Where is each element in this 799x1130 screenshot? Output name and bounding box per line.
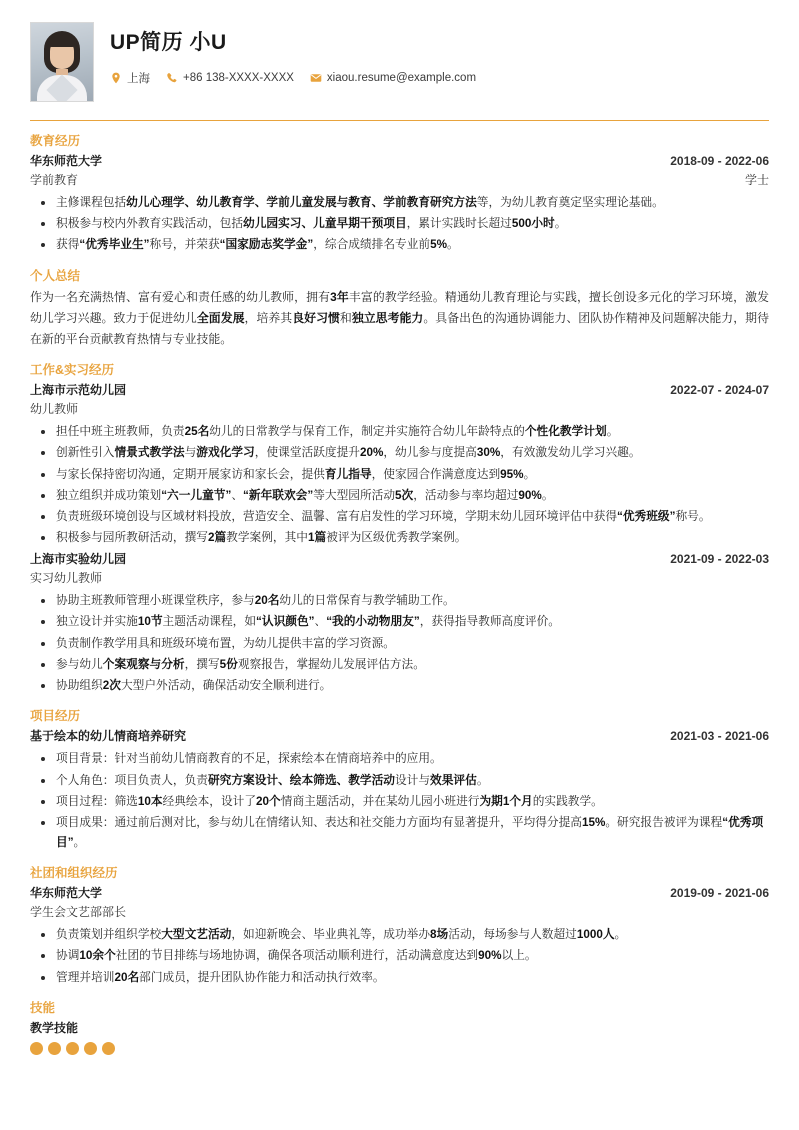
skill-dot [102,1042,115,1055]
project-date: 2021-03 - 2021-06 [670,728,769,743]
list-item: 管理并培训20名部门成员，提升团队协作能力和活动执行效率。 [30,968,769,988]
contact-location [110,70,150,86]
list-item: 担任中班主班教师，负责25名幼儿的日常教学与保育工作，制定并实施符合幼儿年龄特点的个性化教学计划。 [30,422,769,442]
section-education [30,131,769,256]
work-org: 上海市实验幼儿园 [30,552,127,567]
education-degree: 学士 [744,172,769,187]
club-date: 2019-09 - 2021-06 [670,886,769,901]
list-item: 协助主班教师管理小班课堂秩序，参与20名幼儿的日常保育与教学辅助工作。 [30,591,769,611]
section-work [30,360,769,696]
list-item: 主修课程包括幼儿心理学、幼儿教育学、学前儿童发展与教育、学前教育研究方法等，为幼儿教育奠定坚实理论基础。 [30,193,769,213]
list-item: 协调10余个社团的节目排练与场地协调，确保各项活动顺利进行，活动满意度达到90%以上。 [30,946,769,966]
project-bullets [30,749,769,853]
section-title-work: 工作&实习经历 [30,363,115,378]
work-role: 实习幼儿教师 [30,570,103,585]
work-date: 2021-09 - 2022-03 [670,552,769,567]
list-item: 独立组织并成功策划“六一儿童节”、“新年联欢会”等大型园所活动5次，活动参与率均超过90%。 [30,486,769,506]
list-item: 负责策划并组织学校大型文艺活动，如迎新晚会、毕业典礼等，成功举办8场活动，每场参与人数超过1000人。 [30,925,769,945]
skill-dot [66,1042,79,1055]
list-item: 负责班级环境创设与区域材料投放，营造安全、温馨、富有启发性的学习环境，学期末幼儿园环境评估中获得“优秀班级”称号。 [30,507,769,527]
email-icon [310,72,322,84]
education-entry [30,152,769,256]
education-date: 2018-09 - 2022-06 [670,154,769,168]
work-entry-2 [30,550,769,696]
list-item: 参与幼儿个案观察与分析，撰写5份观察报告，掌握幼儿发展评估方法。 [30,655,769,675]
club-org: 华东师范大学 [30,886,103,901]
project-name: 基于绘本的幼儿情商培养研究 [30,728,187,743]
page-title: UP简历 小U [110,31,227,54]
skill-dot [30,1042,43,1055]
list-item: 获得“优秀毕业生”称号，并荣获“国家励志奖学金”，综合成绩排名专业前5%。 [30,235,769,255]
list-item: 独立设计并实施10节主题活动课程，如“认识颜色”、“我的小动物朋友”，获得指导教师高度评价。 [30,612,769,632]
list-item: 个人角色：项目负责人，负责研究方案设计、绘本筛选、教学活动设计与效果评估。 [30,771,769,791]
section-title-summary: 个人总结 [30,268,81,283]
work-role: 幼儿教师 [30,401,79,416]
skill-rating [30,1042,769,1055]
contact-list [110,70,769,86]
contact-email [310,72,476,84]
section-title-club: 社团和组织经历 [30,866,118,881]
resume-header [30,22,769,120]
section-title-project: 项目经历 [30,708,81,723]
club-bullets [30,925,769,987]
list-item: 负责制作教学用具和班级环境布置，为幼儿提供丰富的学习资源。 [30,634,769,654]
section-title-education: 教育经历 [30,134,81,148]
avatar [30,22,94,102]
skill-dot [84,1042,97,1055]
club-role: 学生会文艺部部长 [30,904,127,919]
education-bullets [30,193,769,255]
section-club [30,863,769,988]
summary-text: 作为一名充满热情、富有爱心和责任感的幼儿教师，拥有3年丰富的教学经验。精通幼儿教育理论与实践，擅长创设多元化的学习环境，激发幼儿学习兴趣。致力于促进幼儿全面发展，培养其良好习惯和独立思考能力。具备出色的沟通协调能力、团队协作精神及问题解决能力，期待在新的平台贡献教育热情与专业技能。 [30,289,769,346]
section-project [30,706,769,853]
list-item: 创新性引入情景式教学法与游戏化学习，使课堂活跃度提升20%，幼儿参与度提高30%，有效激发幼儿学习兴趣。 [30,443,769,463]
work-bullets-2 [30,591,769,696]
section-skills [30,998,769,1055]
education-major: 学前教育 [30,172,79,187]
list-item: 项目成果：通过前后测对比，参与幼儿在情绪认知、表达和社交能力方面均有显著提升，平均得分提高15%。研究报告被评为课程“优秀项目”。 [30,813,769,853]
contact-email-text: xiaou.resume@example.com [326,72,477,84]
work-date: 2022-07 - 2024-07 [670,383,769,398]
header-divider [30,120,769,121]
skill-dot [48,1042,61,1055]
list-item: 协助组织2次大型户外活动，确保活动安全顺利进行。 [30,676,769,696]
contact-phone-text: +86 138-XXXX-XXXX [183,72,294,84]
section-summary [30,266,769,351]
list-item: 项目过程：筛选10本经典绘本，设计了20个情商主题活动，并在某幼儿园小班进行为期1个月的实践教学。 [30,792,769,812]
work-bullets-1 [30,422,769,548]
list-item: 项目背景：针对当前幼儿情商教育的不足，探索绘本在情商培养中的应用。 [30,749,769,769]
contact-location-text: 上海 [127,73,150,85]
list-item: 与家长保持密切沟通，定期开展家访和家长会，提供育儿指导，使家园合作满意度达到95%。 [30,465,769,485]
work-entry-1 [30,381,769,548]
education-school: 华东师范大学 [30,154,103,168]
list-item: 积极参与校内外教育实践活动，包括幼儿园实习、儿童早期干预项目，累计实践时长超过500小时。 [30,214,769,234]
club-entry [30,884,769,988]
contact-phone [166,72,294,84]
skill-name: 教学技能 [30,1020,79,1035]
project-entry [30,727,769,853]
work-org: 上海市示范幼儿园 [30,383,127,398]
list-item: 积极参与园所教研活动，撰写2篇教学案例，其中1篇被评为区级优秀教学案例。 [30,528,769,548]
location-icon [110,72,122,84]
phone-icon [166,72,178,84]
section-title-skills: 技能 [30,1000,56,1015]
